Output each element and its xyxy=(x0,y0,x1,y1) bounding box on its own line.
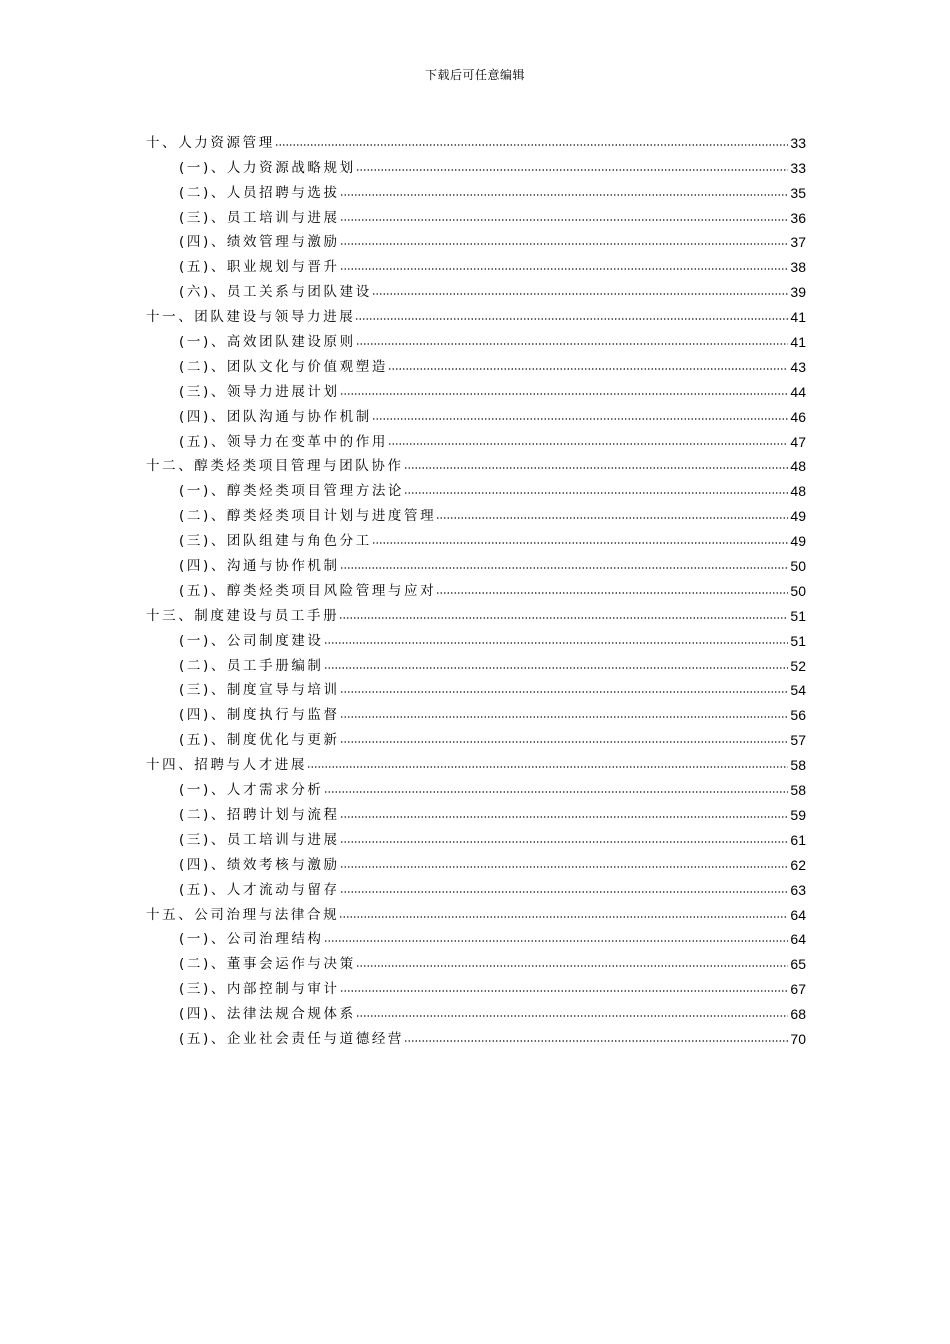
toc-section-entry[interactable] xyxy=(146,674,806,699)
toc-section-entry[interactable] xyxy=(146,250,806,275)
toc-dot-leader xyxy=(372,541,789,545)
toc-chapter-entry[interactable] xyxy=(146,126,806,151)
toc-page-number: 49 xyxy=(790,533,806,550)
toc-dot-leader xyxy=(356,342,789,346)
toc-page-number: 44 xyxy=(790,383,806,400)
page-header: 下载后可任意编辑 xyxy=(424,68,525,82)
toc-chapter-entry[interactable] xyxy=(146,898,806,923)
toc-entry-title: (一)、公司制度建设 xyxy=(179,632,324,649)
toc-dot-leader xyxy=(436,516,788,520)
toc-page-number: 58 xyxy=(790,782,806,799)
toc-entry-title: 十二、醇类烃类项目管理与团队协作 xyxy=(146,458,404,475)
toc-dot-leader xyxy=(340,715,789,719)
toc-page-number: 56 xyxy=(790,707,806,724)
toc-dot-leader xyxy=(355,317,788,321)
toc-section-entry[interactable] xyxy=(146,698,806,723)
toc-entry-title: (二)、员工手册编制 xyxy=(179,657,324,674)
toc-page-number: 41 xyxy=(790,309,806,326)
toc-dot-leader xyxy=(340,815,789,819)
toc-page-number: 68 xyxy=(790,1006,806,1023)
toc-dot-leader xyxy=(275,143,789,147)
toc-section-entry[interactable] xyxy=(146,275,806,300)
toc-dot-leader xyxy=(340,267,789,271)
toc-page-number: 61 xyxy=(790,831,806,848)
toc-section-entry[interactable] xyxy=(146,375,806,400)
toc-dot-leader xyxy=(340,218,789,222)
toc-dot-leader xyxy=(436,591,788,595)
toc-dot-leader xyxy=(307,765,788,769)
toc-dot-leader xyxy=(340,193,789,197)
toc-entry-title: (五)、制度优化与更新 xyxy=(179,732,340,749)
toc-section-entry[interactable] xyxy=(146,400,806,425)
toc-dot-leader xyxy=(324,641,789,645)
toc-dot-leader xyxy=(372,417,789,421)
toc-page-number: 50 xyxy=(790,558,806,575)
toc-page-number: 49 xyxy=(790,508,806,525)
toc-entry-title: (三)、制度宣导与培训 xyxy=(179,682,340,699)
toc-page-number: 50 xyxy=(790,582,806,599)
toc-page-number: 39 xyxy=(790,284,806,301)
toc-section-entry[interactable] xyxy=(146,151,806,176)
toc-page-number: 64 xyxy=(790,906,806,923)
toc-page-number: 54 xyxy=(790,682,806,699)
toc-entry-title: (四)、绩效管理与激励 xyxy=(179,234,340,251)
toc-chapter-entry[interactable] xyxy=(146,450,806,475)
toc-entry-title: (五)、醇类烃类项目风险管理与应对 xyxy=(179,582,437,599)
toc-section-entry[interactable] xyxy=(146,997,806,1022)
toc-dot-leader xyxy=(356,1014,789,1018)
toc-section-entry[interactable] xyxy=(146,176,806,201)
toc-entry-title: (二)、董事会运作与决策 xyxy=(179,956,356,973)
toc-dot-leader xyxy=(340,740,789,744)
toc-section-entry[interactable] xyxy=(146,972,806,997)
toc-section-entry[interactable] xyxy=(146,474,806,499)
toc-page-number: 52 xyxy=(790,657,806,674)
toc-entry-title: 十三、制度建设与员工手册 xyxy=(146,607,340,624)
toc-page-number: 70 xyxy=(790,1030,806,1047)
toc-section-entry[interactable] xyxy=(146,823,806,848)
toc-page-number: 33 xyxy=(790,159,806,176)
toc-dot-leader xyxy=(340,392,789,396)
toc-dot-leader xyxy=(324,939,789,943)
toc-section-entry[interactable] xyxy=(146,350,806,375)
toc-dot-leader xyxy=(324,666,789,670)
toc-entry-title: (一)、公司治理结构 xyxy=(179,931,324,948)
toc-dot-leader xyxy=(340,566,789,570)
toc-section-entry[interactable] xyxy=(146,574,806,599)
toc-entry-title: (四)、绩效考核与激励 xyxy=(179,856,340,873)
toc-entry-title: (四)、制度执行与监督 xyxy=(179,707,340,724)
toc-page-number: 57 xyxy=(790,732,806,749)
toc-section-entry[interactable] xyxy=(146,325,806,350)
toc-entry-title: (三)、员工培训与进展 xyxy=(179,831,340,848)
toc-entry-title: (五)、职业规划与晋升 xyxy=(179,259,340,276)
toc-section-entry[interactable] xyxy=(146,549,806,574)
toc-entry-title: (六)、员工关系与团队建设 xyxy=(179,284,372,301)
toc-entry-title: 十五、公司治理与法律合规 xyxy=(146,906,340,923)
toc-section-entry[interactable] xyxy=(146,425,806,450)
toc-dot-leader xyxy=(324,790,789,794)
toc-entry-title: (三)、团队组建与角色分工 xyxy=(179,533,372,550)
toc-page-number: 58 xyxy=(790,757,806,774)
toc-entry-title: (五)、人才流动与留存 xyxy=(179,881,340,898)
toc-section-entry[interactable] xyxy=(146,649,806,674)
toc-dot-leader xyxy=(339,616,788,620)
toc-entry-title: (五)、领导力在变革中的作用 xyxy=(179,433,388,450)
toc-dot-leader xyxy=(372,292,789,296)
toc-dot-leader xyxy=(340,242,789,246)
toc-page-number: 47 xyxy=(790,433,806,450)
toc-dot-leader xyxy=(388,442,788,446)
toc-entry-title: (一)、醇类烃类项目管理方法论 xyxy=(179,483,405,500)
toc-entry-title: (四)、团队沟通与协作机制 xyxy=(179,408,372,425)
toc-section-entry[interactable] xyxy=(146,923,806,948)
toc-entry-title: (三)、领导力进展计划 xyxy=(179,383,340,400)
toc-page-number: 33 xyxy=(790,134,806,151)
toc-entry-title: (四)、法律法规合规体系 xyxy=(179,1006,356,1023)
toc-dot-leader xyxy=(340,690,789,694)
toc-entry-title: (四)、沟通与协作机制 xyxy=(179,558,340,575)
toc-chapter-entry[interactable] xyxy=(146,300,806,325)
toc-dot-leader xyxy=(339,915,788,919)
toc-chapter-entry[interactable] xyxy=(146,599,806,624)
toc-page-number: 64 xyxy=(790,931,806,948)
toc-entry-title: (一)、人力资源战略规划 xyxy=(179,159,356,176)
toc-entry-title: (五)、企业社会责任与道德经营 xyxy=(179,1030,405,1047)
toc-entry-title: 十四、招聘与人才进展 xyxy=(146,757,307,774)
toc-page-number: 37 xyxy=(790,234,806,251)
toc-section-entry[interactable] xyxy=(146,201,806,226)
toc-section-entry[interactable] xyxy=(146,524,806,549)
toc-page-number: 63 xyxy=(790,881,806,898)
toc-page-number: 62 xyxy=(790,856,806,873)
toc-dot-leader xyxy=(388,367,788,371)
toc-dot-leader xyxy=(404,466,789,470)
toc-page-number: 51 xyxy=(790,632,806,649)
toc-section-entry[interactable] xyxy=(146,226,806,251)
toc-chapter-entry[interactable] xyxy=(146,748,806,773)
toc-entry-title: (一)、人才需求分析 xyxy=(179,782,324,799)
toc-section-entry[interactable] xyxy=(146,624,806,649)
toc-section-entry[interactable] xyxy=(146,499,806,524)
toc-dot-leader xyxy=(356,168,789,172)
toc-dot-leader xyxy=(340,840,789,844)
toc-page-number: 59 xyxy=(790,806,806,823)
toc-page-number: 51 xyxy=(790,607,806,624)
toc-section-entry[interactable] xyxy=(146,798,806,823)
toc-dot-leader xyxy=(340,989,789,993)
toc-entry-title: 十一、团队建设与领导力进展 xyxy=(146,309,356,326)
toc-section-entry[interactable] xyxy=(146,773,806,798)
toc-entry-title: (二)、招聘计划与流程 xyxy=(179,806,340,823)
toc-entry-title: (三)、内部控制与审计 xyxy=(179,981,340,998)
toc-dot-leader xyxy=(356,964,789,968)
toc-page-number: 43 xyxy=(790,358,806,375)
toc-section-entry[interactable] xyxy=(146,1022,806,1047)
toc-page-number: 41 xyxy=(790,334,806,351)
toc-page-number: 35 xyxy=(790,184,806,201)
toc-page-number: 36 xyxy=(790,209,806,226)
toc-section-entry[interactable] xyxy=(146,723,806,748)
toc-page-number: 46 xyxy=(790,408,806,425)
toc-page-number: 67 xyxy=(790,981,806,998)
toc-page-number: 48 xyxy=(790,483,806,500)
toc-entry-title: (二)、团队文化与价值观塑造 xyxy=(179,358,388,375)
toc-dot-leader xyxy=(404,1039,788,1043)
toc-section-entry[interactable] xyxy=(146,947,806,972)
table-of-contents xyxy=(146,126,806,1047)
toc-section-entry[interactable] xyxy=(146,873,806,898)
toc-dot-leader xyxy=(340,890,789,894)
toc-entry-title: (二)、人员招聘与选拔 xyxy=(179,184,340,201)
toc-entry-title: (一)、高效团队建设原则 xyxy=(179,334,356,351)
toc-dot-leader xyxy=(340,865,789,869)
toc-page-number: 65 xyxy=(790,956,806,973)
toc-section-entry[interactable] xyxy=(146,848,806,873)
toc-entry-title: 十、人力资源管理 xyxy=(146,134,275,151)
toc-entry-title: (二)、醇类烃类项目计划与进度管理 xyxy=(179,508,437,525)
toc-entry-title: (三)、员工培训与进展 xyxy=(179,209,340,226)
toc-dot-leader xyxy=(404,491,788,495)
toc-page-number: 38 xyxy=(790,259,806,276)
toc-page-number: 48 xyxy=(790,458,806,475)
